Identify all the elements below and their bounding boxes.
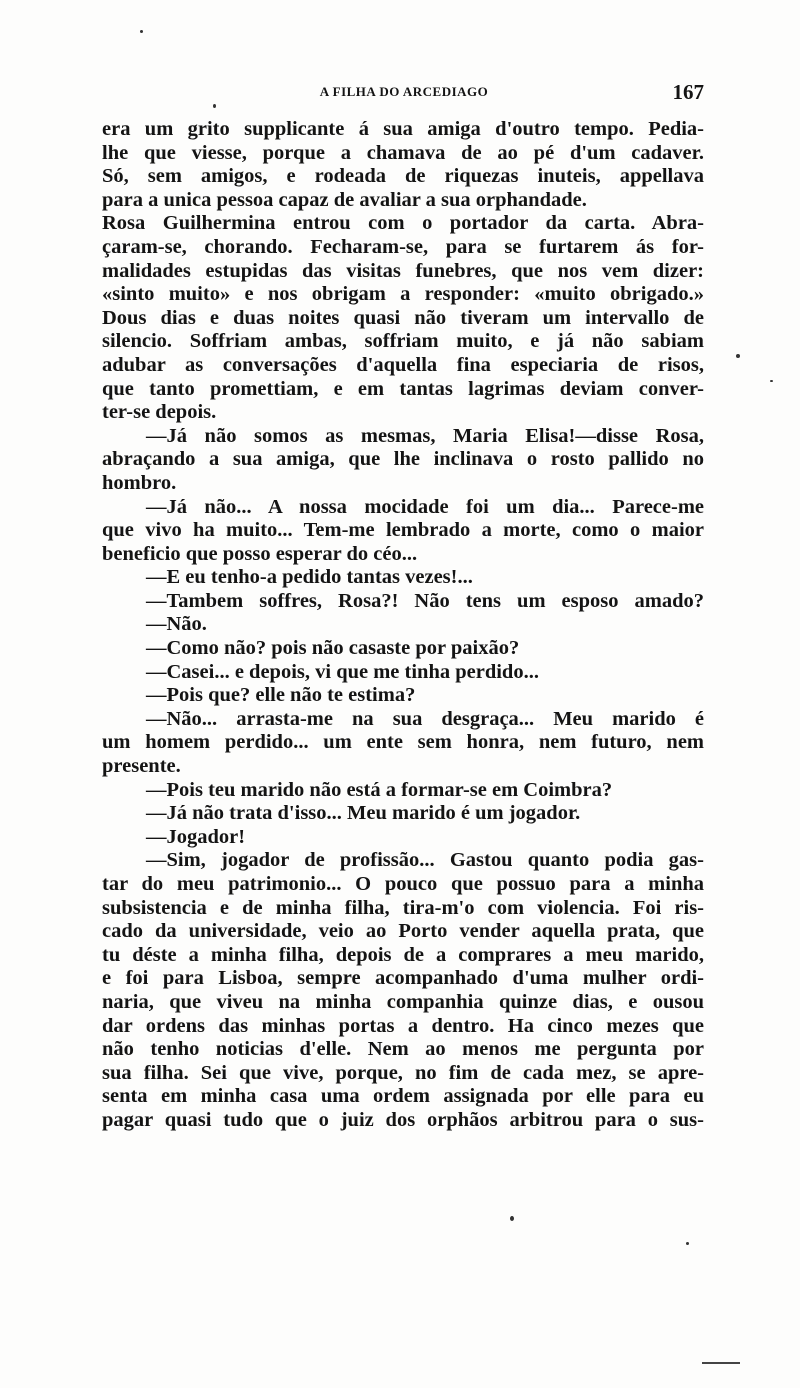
text-line: Só, sem amigos, e rodeada de riquezas inuteis, appellava [102, 165, 704, 188]
text-line: «sinto muito» e nos obrigam a responder: «muito obrigado.» [102, 283, 704, 306]
text-line: ter-se depois. [102, 401, 217, 424]
text-line: que tanto promettiam, e em tantas lagrimas deviam conver- [102, 377, 704, 400]
text-line: —Sim, jogador de profissão... Gastou quanto podia gas- [146, 849, 704, 872]
running-header [104, 80, 704, 104]
scan-speck [510, 1216, 514, 1221]
text-line: abraçando a sua amiga, que lhe inclinava o rosto pallido no [102, 448, 704, 471]
text-line: çaram-se, chorando. Fecharam-se, para se furtarem ás for- [102, 235, 704, 258]
text-line: senta em minha casa uma ordem assignada por elle para eu [102, 1085, 704, 1108]
text-line: cado da universidade, veio ao Porto vender aquella prata, que [102, 920, 704, 943]
text-line: sua filha. Sei que vive, porque, no fim de cada mez, se apre- [102, 1061, 704, 1084]
text-line: —Jogador! [146, 825, 246, 848]
page-number: 167 [672, 80, 704, 104]
text-line: tar do meu patrimonio... O pouco que possuo para a minha [102, 873, 704, 895]
text-line: pagar quasi tudo que o juiz dos orphãos arbitrou para o sus- [102, 1108, 704, 1131]
text-line: silencio. Soffriam ambas, soffriam muito, e já não sabiam [102, 330, 704, 353]
scan-speck [213, 104, 216, 108]
scan-speck [686, 1242, 689, 1245]
text-line: lhe que viesse, porque a chamava de ao pé d'um cadaver. [102, 141, 704, 164]
text-line: era um grito supplicante á sua amiga d'outro tempo. Pedia- [102, 118, 704, 140]
scan-speck [140, 30, 143, 33]
text-line: —Pois teu marido não está a formar-se em Coimbra? [146, 778, 613, 801]
text-line: e foi para Lisboa, sempre acompanhado d'uma mulher ordi- [102, 967, 704, 990]
text-line: dar ordens das minhas portas a dentro. Ha cinco mezes que [102, 1014, 704, 1037]
text-line: —E eu tenho-a pedido tantas vezes!... [146, 566, 473, 589]
text-line: hombro. [102, 471, 177, 494]
text-line: tu déste a minha filha, depois de a comprares a meu marido, [102, 943, 704, 966]
text-line: naria, que viveu na minha companhia quinze dias, e ousou [102, 990, 704, 1013]
text-line: para a unica pessoa capaz de avaliar a sua orphandade. [102, 188, 587, 211]
body-text [102, 118, 704, 1133]
text-line: subsistencia e de minha filha, tira-m'o com violencia. Foi ris- [102, 896, 704, 919]
text-line: malidades estupidas das visitas funebres, que nos vem dizer: [102, 259, 704, 282]
text-line: um homem perdido... um ente sem honra, nem futuro, nem [102, 731, 704, 754]
scan-speck [702, 1362, 740, 1364]
text-line: —Já não somos as mesmas, Maria Elisa!—disse Rosa, [146, 424, 704, 447]
text-line: presente. [102, 755, 181, 778]
text-line: —Não. [146, 613, 207, 636]
scan-speck [736, 354, 740, 358]
text-line: —Já não... A nossa mocidade foi um dia... Parece-me [146, 495, 704, 518]
text-line: adubar as conversações d'aquella fina especiaria de risos, [102, 353, 704, 376]
scan-speck [770, 380, 773, 382]
text-line: —Não... arrasta-me na sua desgraça... Meu marido é [146, 707, 704, 730]
text-line: não tenho noticias d'elle. Nem ao menos me pergunta por [102, 1038, 704, 1061]
text-line: —Já não trata d'isso... Meu marido é um jogador. [146, 802, 581, 825]
text-line: Rosa Guilhermina entrou com o portador da carta. Abra- [102, 212, 704, 235]
text-line: beneficio que posso esperar do céo... [102, 542, 418, 565]
text-line: —Tambem soffres, Rosa?! Não tens um esposo amado? [146, 589, 704, 612]
text-line: —Como não? pois não casaste por paixão? [146, 637, 520, 660]
text-line: que vivo ha muito... Tem-me lembrado a morte, como o maior [102, 519, 704, 542]
running-title: A FILHA DO ARCEDIAGO [319, 84, 489, 99]
text-line: —Pois que? elle não te estima? [146, 684, 416, 707]
text-line: —Casei... e depois, vi que me tinha perdido... [146, 660, 539, 683]
text-line: Dous dias e duas noites quasi não tiveram um intervallo de [102, 306, 704, 329]
